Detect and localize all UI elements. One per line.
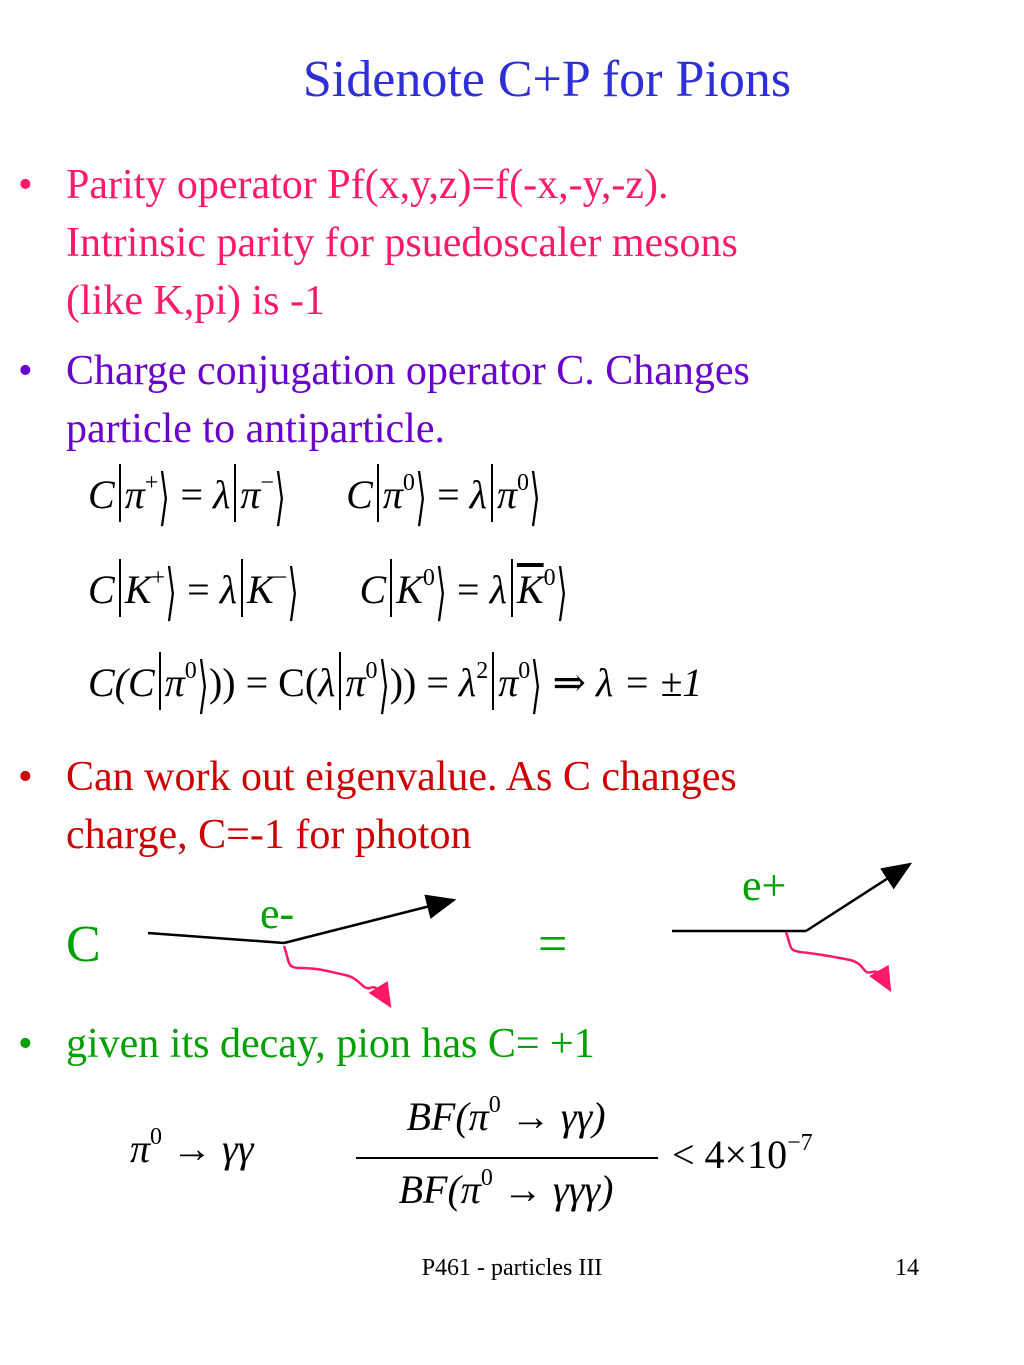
branching-ratio-limit: < $4\times 10^{-7}$ [672,1130,813,1177]
bullet-line: Can work out eigenvalue. As C changes [66,754,737,800]
page-number: 14 [895,1255,919,1281]
bullet-line: (like K,pi) is -1 [66,278,325,324]
electron-out-arrow [284,900,454,943]
bullet-marker: • [18,162,33,208]
bullet-marker: • [18,754,33,800]
bullet-line: Intrinsic parity for psuedoscaler mesons [66,220,738,266]
bullet-line: Charge conjugation operator C. Changes [66,348,750,394]
slide-title: Sidenote C+P for Pions [302,51,792,108]
diagram-label-positron: e+ [742,861,787,910]
bullet-line: particle to antiparticle. [66,406,445,452]
equation-eigenvalue: C(C $\pi^0⟩)) = C(\lambda$ $\pi^0⟩)) = \lambda^2$ $\pi^0⟩$ ⇒ λ = ±1 [88,652,703,720]
equation-pion-decay: $\pi^0 \to \gamma\gamma$ [130,1124,254,1171]
bullet-line: Parity operator Pf(x,y,z)=f(-x,-y,-z). [66,162,669,208]
diagram-label-c: C [66,916,101,973]
equation-pion-c: C π+⟩ = λ π−⟩ C $\pi^0⟩ = \lambda$ $\pi^0⟩$ [88,464,541,532]
bullet-line: given its decay, pion has C= +1 [66,1021,595,1067]
footer-text: P461 - particles III [421,1255,603,1281]
electron-in-line [148,933,284,943]
diagram-equals: = [538,916,568,973]
diagram-lines [0,850,1024,1020]
photon-wavy-right [786,932,890,990]
bullet-charge-conjugation [18,342,1008,462]
fraction-bar [356,1157,658,1159]
positron-out-arrow [806,864,910,931]
bullet-pion-c [18,1015,1008,1075]
bullet-marker: • [18,1021,33,1067]
branching-fraction-numerator: $BF(\pi^0 \to \gamma\gamma)$ [406,1092,606,1139]
branching-fraction-denominator: $BF(\pi^0 \to \gamma\gamma\gamma)$ [398,1165,614,1212]
photon-wavy-left [284,946,390,1006]
bullet-marker: • [18,348,33,394]
equation-kaon-c: C K+⟩ = λ K−⟩ C $K^0⟩ = \lambda$ $\overline{K}^0⟩$ [88,559,568,627]
diagram-label-electron: e- [260,889,295,938]
bullet-parity [18,156,1008,336]
bullet-line: charge, C=-1 for photon [66,812,472,858]
